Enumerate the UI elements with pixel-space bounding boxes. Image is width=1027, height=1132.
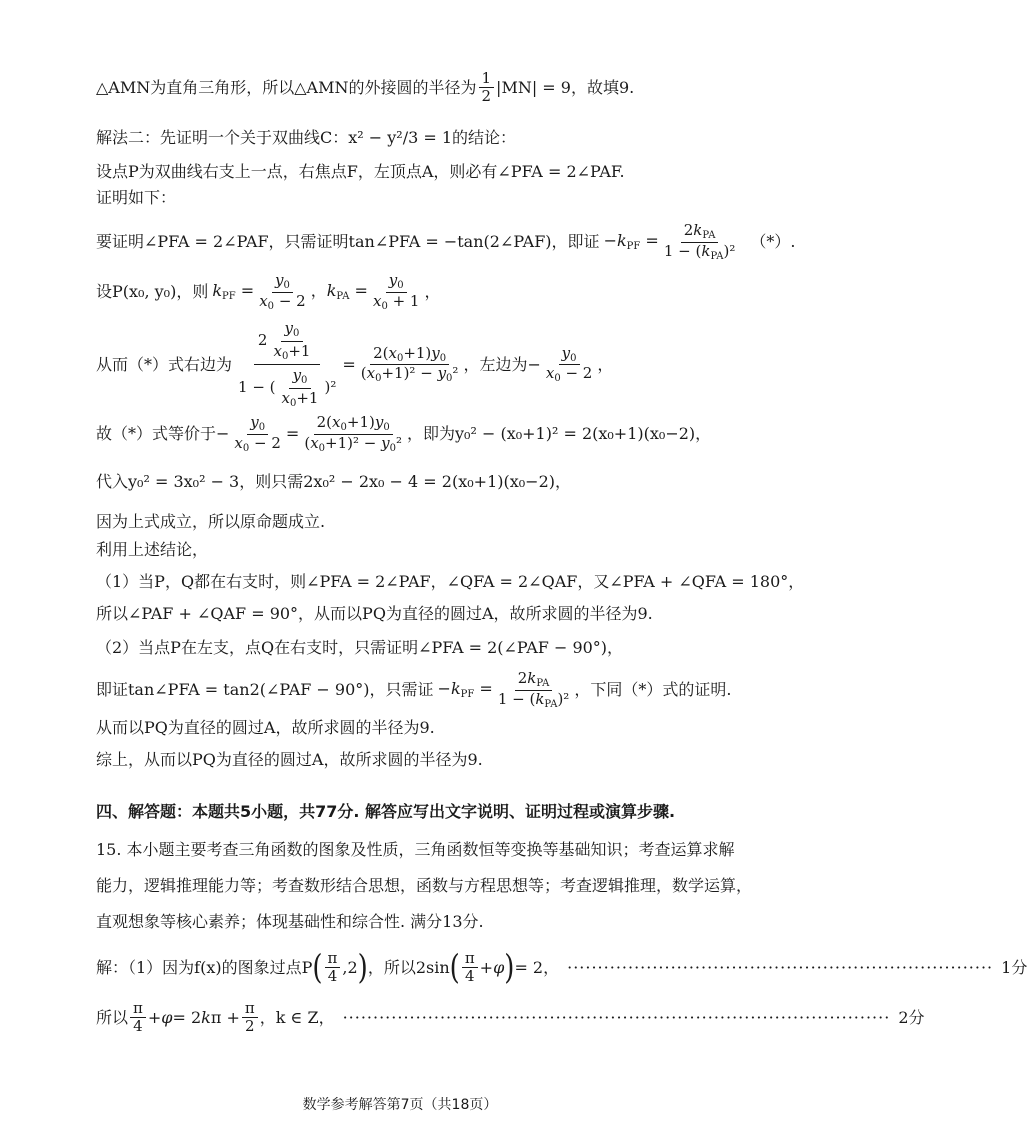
line-2: 解法二：先证明一个关于双曲线C：x² − y²/3 = 1的结论： xyxy=(96,128,517,147)
page-footer: 数学参考解答第7页（共18页） xyxy=(302,1097,498,1113)
line-9: 代入y₀² = 3x₀² − 3，则只需2x₀² − 2x₀ − 4 = 2(x₀+1)(x₀−2)， xyxy=(96,472,571,491)
section-heading: 四、解答题：本题共5小题，共77分. 解答应写出文字说明、证明过程或演算步骤. xyxy=(96,802,676,821)
line-17: 综上，从而以PQ为直径的圆过A，故所求圆的半径为9. xyxy=(96,750,483,769)
q15-line-3: 直观想象等核心素养；体现基础性和综合性. 满分13分. xyxy=(96,912,484,931)
line-15: 即证tan∠PFA = tan2(∠PAF − 90°)，只需证 $-k_{PF}$ = $\frac{2k_{PA}}{1 - (k_{PA})^2}$ ，下同（*）式的证明. xyxy=(96,669,732,710)
line-5: 要证明∠PFA = 2∠PAF，只需证明tan∠PFA = −tan(2∠PAF)，即证 $-k_{PF}$ = $\frac{2k_{PA}}{1 - (k_{PA})^2}$ （*）. xyxy=(96,221,796,262)
line-13: 所以∠PAF + ∠QAF = 90°，从而以PQ为直径的圆过A，故所求圆的半径为9. xyxy=(96,604,653,623)
leader-dots: ·························································································· xyxy=(342,1008,891,1028)
fraction-half: $\frac{1}{2}$ xyxy=(479,70,495,106)
leader-dots: ······································································ xyxy=(567,958,994,978)
line-12: （1）当P，Q都在右支时，则∠PFA = 2∠PAF，∠QFA = 2∠QAF，又∠PFA + ∠QFA = 180°， xyxy=(96,572,805,591)
line-3: 设点P为双曲线右支上一点，右焦点F，左顶点A，则必有∠PFA = 2∠PAF. xyxy=(96,162,625,181)
fraction-tan-double: $\frac{2k_{PA}}{1 - (k_{PA})^2}$ xyxy=(663,221,736,262)
line-7: 从而（*）式右边为 2 $\frac{y_0}{x_0+1}$ 1 − ( $\frac{y_0}{x_0+1}$ )² = $\frac{2(x_0+1)y_0}{(x_0+1)^2 - y_0^2}$ ，左边为 − $\frac{y_0}{x_0 - 2}$ ， xyxy=(96,318,760,411)
fraction-complex: 2 $\frac{y_0}{x_0+1}$ 1 − ( $\frac{y_0}{x_0+1}$ )² xyxy=(238,319,337,409)
solution-line-2: 所以 $\frac{\pi}{4}$ + φ = 2 k π + $\frac{\pi}{2}$ ，k ∈ Z， ·························································································· 2分 xyxy=(96,999,925,1036)
line-1: △AMN为直角三角形，所以△AMN的外接圆的半径为 $\frac{1}{2}$ |MN| = 9，故填9. xyxy=(96,69,635,106)
line-11: 利用上述结论， xyxy=(96,540,209,559)
line-8: 故（*）式等价于 − $\frac{y_0}{x_0 - 2}$ = $\frac{2(x_0+1)y_0}{(x_0+1)^2 - y_0^2}$ ，即为y₀² − (x₀+1)² = 2(x₀+1)(x₀−2)， xyxy=(96,413,712,454)
line-6: 设P(x₀, y₀)，则 $k_{PF}$ = $\frac{y_0}{x_0 - 2}$ ，$k_{PA}$ = $\frac{y_0}{x_0 + 1}$ ， xyxy=(96,271,441,312)
q15-line-1: 15. 本小题主要考查三角函数的图象及性质，三角函数恒等变换等基础知识；考查运算求解 xyxy=(96,840,735,859)
line-4: 证明如下： xyxy=(96,188,177,207)
solution-line-1: 解：（1）因为f(x)的图象过点P ( $\frac{\pi}{4}$ ,2 ) ，所以2sin ( $\frac{\pi}{4}$ + φ ) = 2， ······································································ 1分 xyxy=(96,948,1027,988)
line-16: 从而以PQ为直径的圆过A，故所求圆的半径为9. xyxy=(96,718,435,737)
line-10: 因为上式成立，所以原命题成立. xyxy=(96,512,326,531)
q15-line-2: 能力，逻辑推理能力等；考查数形结合思想，函数与方程思想等；考查逻辑推理，数学运算， xyxy=(96,876,753,895)
line-14: （2）当点P在左支，点Q在右支时，只需证明∠PFA = 2(∠PAF − 90°)， xyxy=(96,638,624,657)
